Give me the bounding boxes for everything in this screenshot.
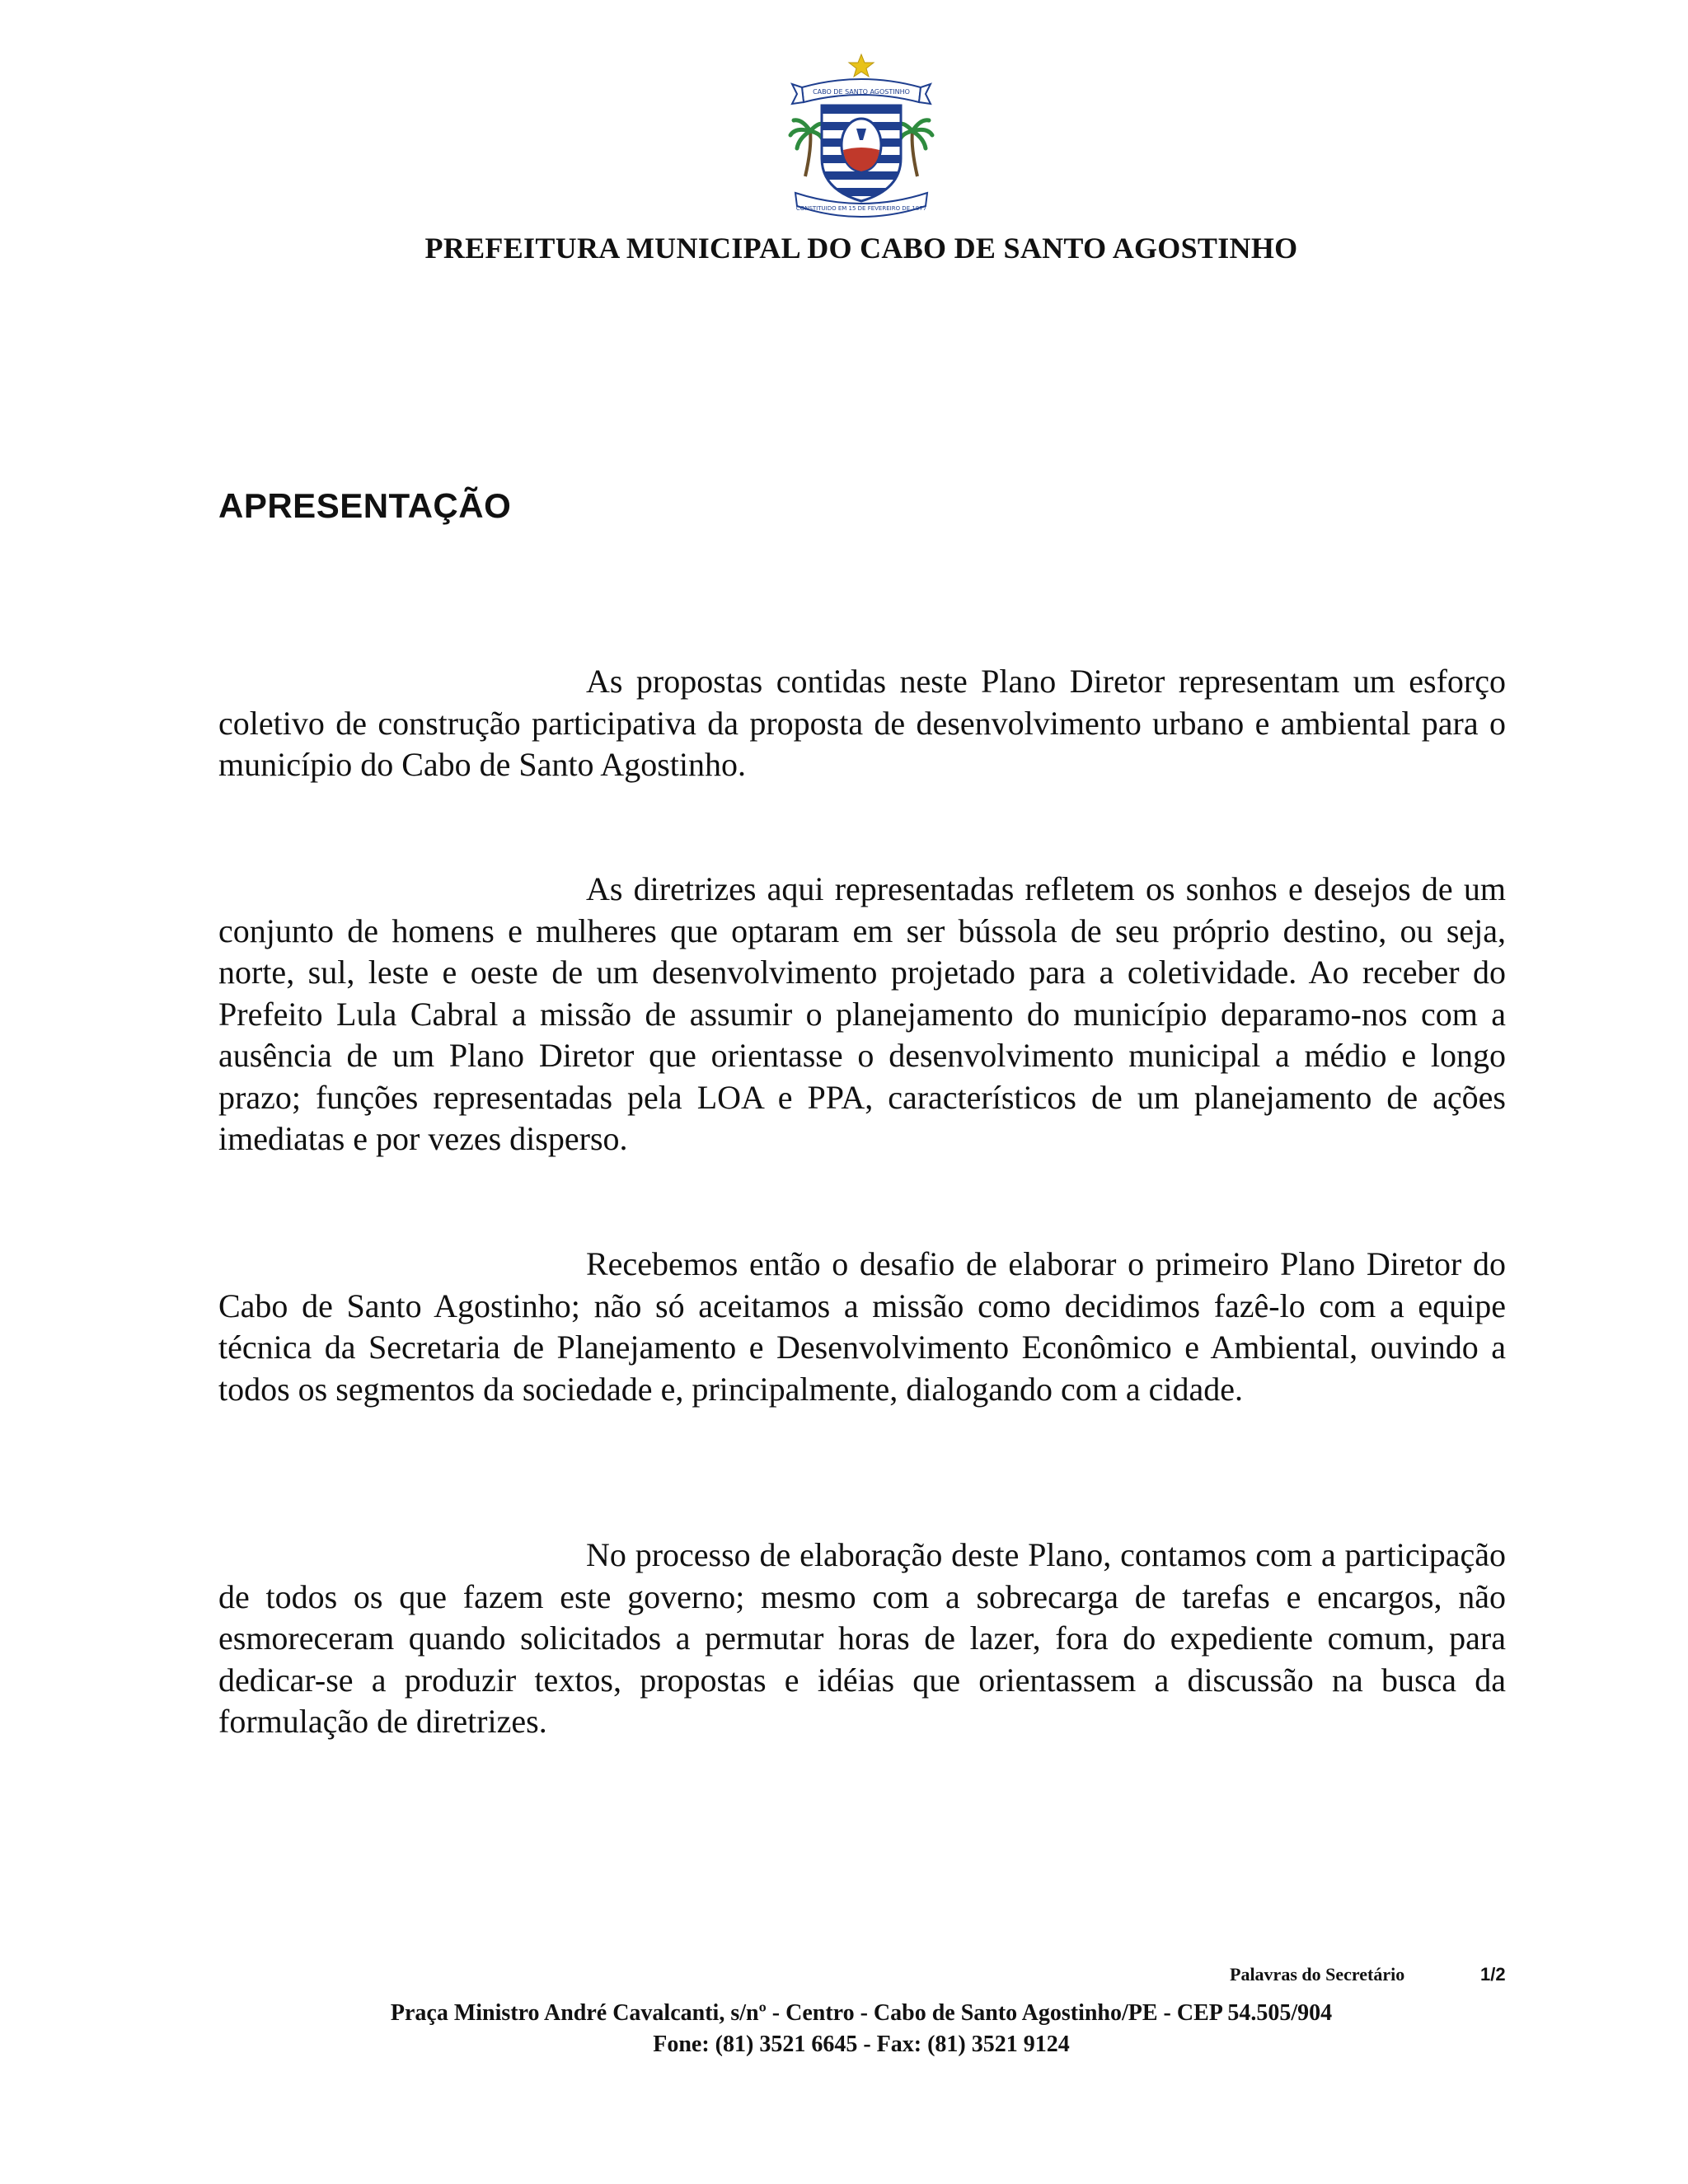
crest-banner-text: CABO DE SANTO AGOSTINHO [813,88,910,96]
municipal-coat-of-arms-icon [787,53,935,218]
paragraph-4: No processo de elaboração deste Plano, contamos com a participação de todos os que fazem este governo; mesmo com a sobrecarga de tarefas e encargos, não esmoreceram quando solicitados a permutar horas de lazer, fora do expediente comum, para dedicar-se a produzir textos, propostas e idéias que orientassem a discussão na busca da formulação de diretrizes. [218,1536,1506,1740]
footer-address: Praça Ministro André Cavalcanti, s/nº - Centro - Cabo de Santo Agostinho/PE - CEP 54.505/904 [390,2000,1333,2026]
institution-title: PREFEITURA MUNICIPAL DO CABO DE SANTO AGOSTINHO [424,232,1298,265]
paragraph-3: Recebemos então o desafio de elaborar o primeiro Plano Diretor do Cabo de Santo Agostinho; não só aceitamos a missão como decidimos fazê-lo com a equipe técnica da Secretaria de Planejamento e Desenvolvimento Econômico e Ambiental, ouvindo a todos os segmentos da sociedade e, principalmente, dialogando com a cidade. [218,1245,1506,1408]
paragraph-2: As diretrizes aqui representadas refletem os sonhos e desejos de um conjunto de homens e mulheres que optaram em ser bússola de seu próprio destino, ou seja, norte, sul, leste e oeste de um desenvolvimento projetado para a coletividade. Ao receber do Prefeito Lula Cabral a missão de assumir o planejamento do município deparamo-nos com a ausência de um Plano Diretor que orientasse o desenvolvimento municipal a médio e longo prazo; funções representadas pela LOA e PPA, característicos de um planejamento de ações imediatas e por vezes disperso. [218,870,1506,1157]
section-title: APRESENTAÇÃO [218,486,512,525]
crest-motto: CONSTITUIDO EM 15 DE FEVEREIRO DE 1877 [795,205,927,212]
footer-phone: Fone: (81) 3521 6645 - Fax: (81) 3521 9124 [653,2032,1070,2057]
page-section-label: Palavras do Secretário [1230,1964,1405,1985]
page-number: 1/2 [1480,1964,1506,1985]
paragraph-1: As propostas contidas neste Plano Diretor representam um esforço coletivo de construção participativa da proposta de desenvolvimento urbano e ambiental para o município do Cabo de Santo Agostinho. [218,663,1506,783]
